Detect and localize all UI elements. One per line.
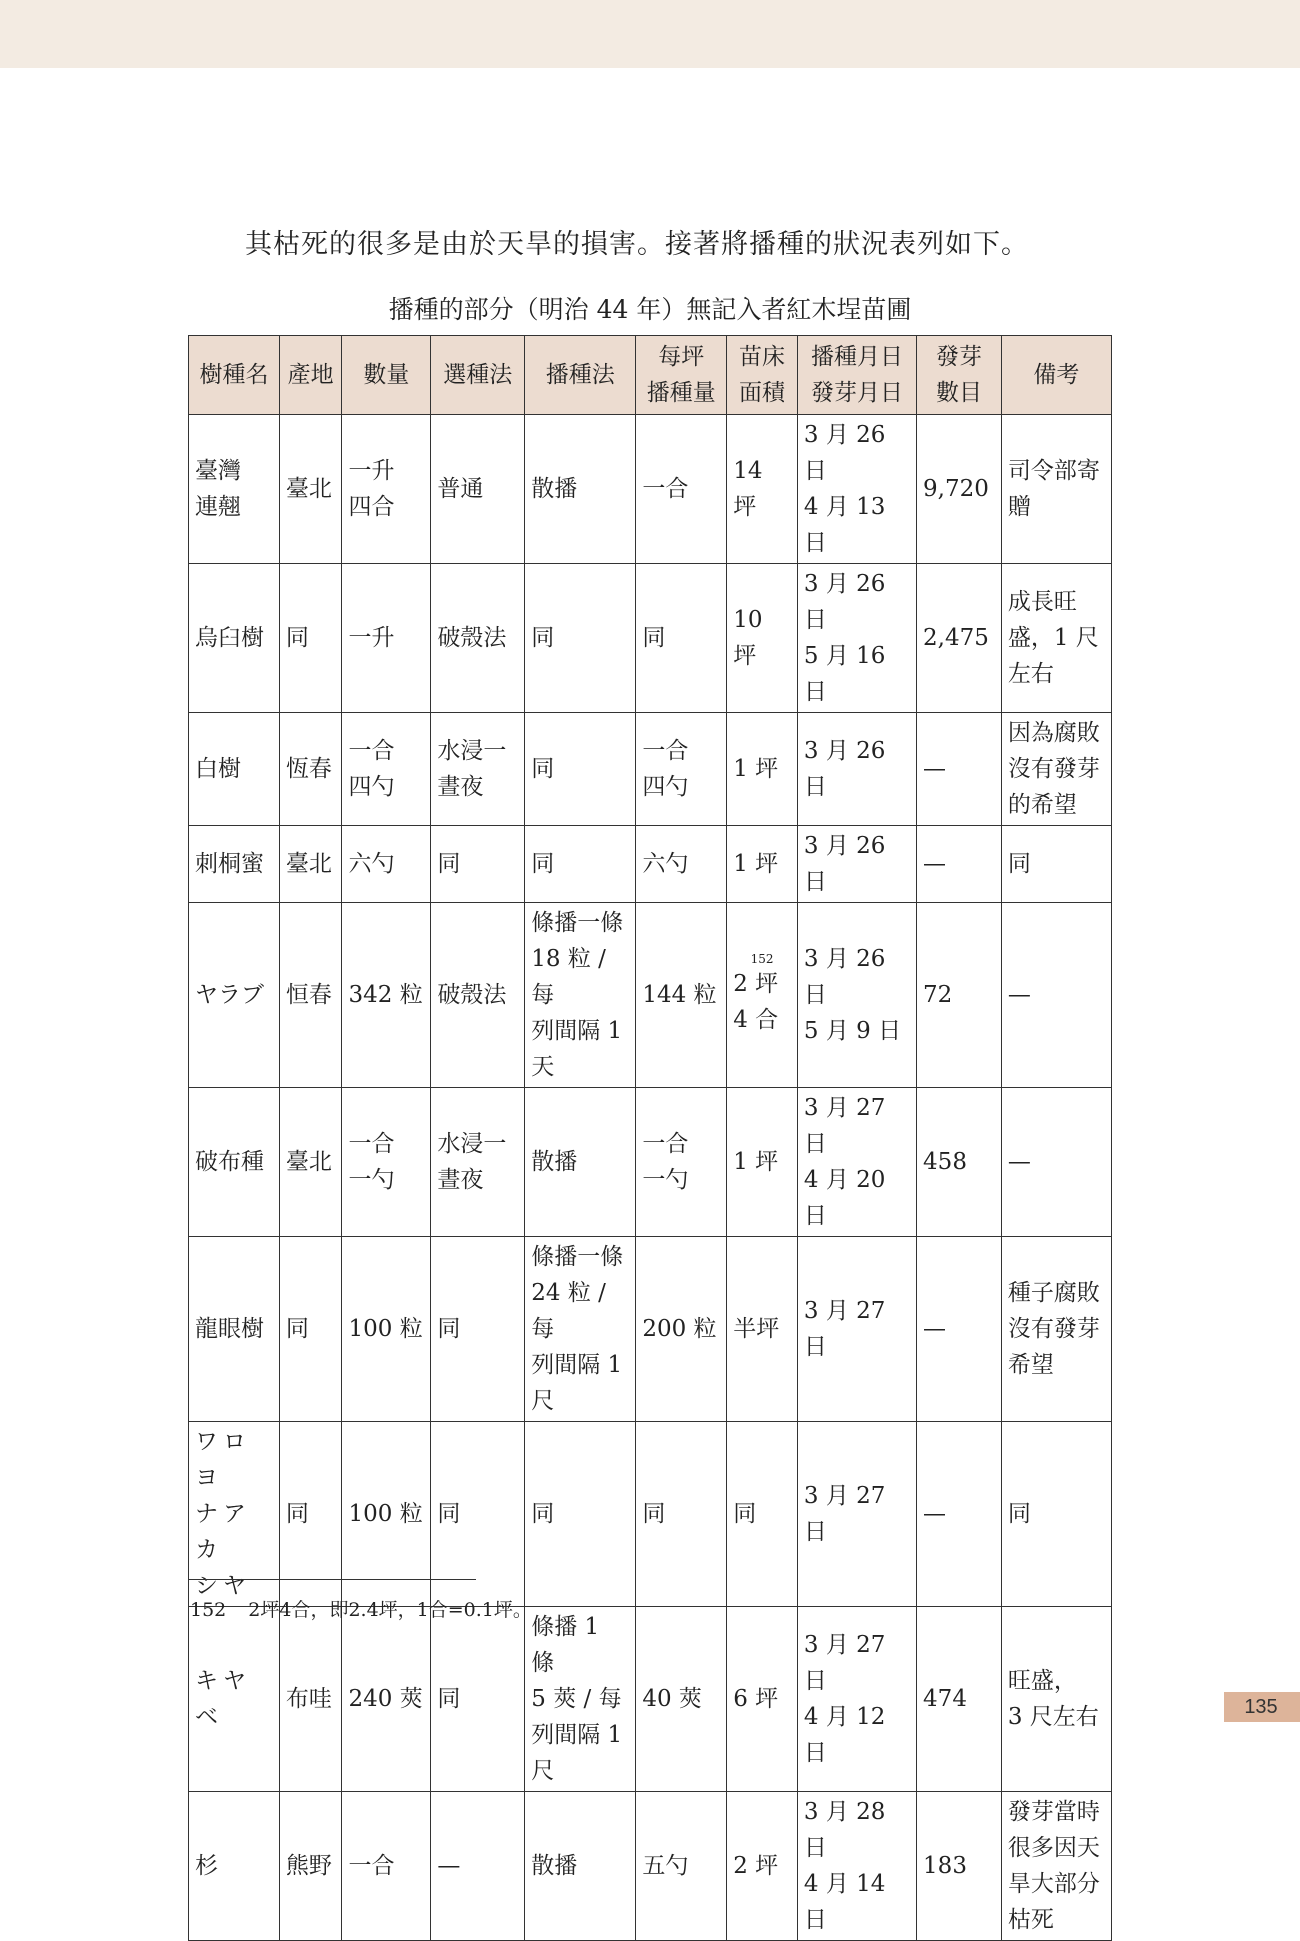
tree-name-line: 烏臼樹 bbox=[195, 625, 264, 651]
table-header-row bbox=[189, 336, 1112, 415]
column-header-line: 播種法 bbox=[545, 362, 615, 388]
germination-count-cell bbox=[917, 1792, 1002, 1941]
bed-area-cell bbox=[727, 1792, 798, 1941]
dates-line: 3 月 26 日 bbox=[803, 738, 886, 800]
bed-area-line: 1 坪 bbox=[733, 851, 779, 877]
table-row bbox=[189, 415, 1112, 564]
quantity-line: 六勺 bbox=[348, 851, 395, 877]
remarks-line: 因為腐敗 bbox=[1007, 720, 1100, 746]
column-header bbox=[636, 336, 727, 415]
footnote-marker: 152 bbox=[750, 952, 774, 966]
quantity-cell bbox=[342, 713, 431, 826]
column-header-line: 樹種名 bbox=[199, 362, 269, 388]
remarks-line: 成長旺 bbox=[1007, 589, 1077, 615]
remarks-line: 左右 bbox=[1007, 661, 1054, 687]
seed-selection-line: 水浸一 bbox=[437, 738, 507, 764]
sowing-method-line: 列間隔 1 bbox=[531, 1722, 623, 1748]
tree-name-line: 連翹 bbox=[195, 494, 241, 520]
table-row bbox=[189, 826, 1112, 903]
origin-value: 同 bbox=[285, 1501, 309, 1527]
quantity-cell bbox=[342, 1792, 431, 1941]
table-row bbox=[189, 1237, 1112, 1422]
bed-area-cell bbox=[727, 826, 798, 903]
tree-name-line: 破布種 bbox=[195, 1149, 264, 1175]
remarks-line: 很多因天 bbox=[1007, 1835, 1100, 1861]
remarks-line: 司令部寄 bbox=[1007, 458, 1100, 484]
bed-area-cell bbox=[727, 1422, 798, 1607]
amount-per-tsubo-cell bbox=[636, 1792, 727, 1941]
sowing-method-cell bbox=[525, 1088, 636, 1237]
germination-count-value: 72 bbox=[923, 982, 953, 1008]
quantity-line: 一合 bbox=[348, 738, 395, 764]
germination-count-value: 183 bbox=[923, 1853, 967, 1879]
remarks-line: 同 bbox=[1007, 851, 1031, 877]
germination-count-value: 9,720 bbox=[923, 476, 989, 502]
amount-per-tsubo-line: 40 莢 bbox=[642, 1686, 702, 1712]
germination-count-cell bbox=[917, 826, 1002, 903]
germination-count-cell bbox=[917, 1607, 1002, 1792]
amount-per-tsubo-line: 五勺 bbox=[642, 1853, 689, 1879]
dates-line: 4 月 13 日 bbox=[803, 494, 886, 556]
germination-count-cell bbox=[917, 564, 1002, 713]
sowing-method-cell bbox=[525, 713, 636, 826]
germination-count-cell bbox=[917, 1422, 1002, 1607]
tree-name-cell bbox=[189, 1607, 280, 1792]
footnote bbox=[190, 1595, 532, 1622]
origin-value: 恒春 bbox=[285, 982, 332, 1008]
table-row bbox=[189, 1088, 1112, 1237]
column-header-line: 播種量 bbox=[646, 380, 716, 406]
quantity-line: 四合 bbox=[348, 494, 395, 520]
quantity-line: 一勺 bbox=[348, 1167, 395, 1193]
sowing-method-cell bbox=[525, 1237, 636, 1422]
header-band bbox=[0, 0, 1300, 68]
origin-cell bbox=[279, 903, 342, 1088]
seed-selection-cell bbox=[431, 564, 525, 713]
germination-count-cell bbox=[917, 903, 1002, 1088]
origin-value: 熊野 bbox=[285, 1853, 332, 1879]
quantity-cell bbox=[342, 1088, 431, 1237]
origin-cell bbox=[279, 826, 342, 903]
germination-count-value: 474 bbox=[923, 1686, 967, 1712]
remarks-cell bbox=[1001, 1792, 1111, 1941]
tree-name-line: ナアカ bbox=[195, 1501, 251, 1563]
dates-cell bbox=[797, 1607, 916, 1792]
seed-selection-line: 同 bbox=[437, 1686, 461, 1712]
sowing-method-line: 同 bbox=[531, 851, 555, 877]
bed-area-line: 6 坪 bbox=[733, 1686, 779, 1712]
tree-name-cell bbox=[189, 564, 280, 713]
sowing-table bbox=[188, 335, 1112, 1941]
seed-selection-line: 晝夜 bbox=[437, 774, 484, 800]
sowing-method-line: 同 bbox=[531, 756, 555, 782]
origin-value: 臺北 bbox=[285, 1149, 332, 1175]
sowing-method-line: 散播 bbox=[531, 476, 578, 502]
tree-name-cell bbox=[189, 903, 280, 1088]
seed-selection-line: 水浸一 bbox=[437, 1131, 507, 1157]
dates-line: 4 月 12 日 bbox=[803, 1704, 886, 1766]
remarks-cell bbox=[1001, 903, 1111, 1088]
quantity-line: 一合 bbox=[348, 1131, 395, 1157]
dates-cell bbox=[797, 1792, 916, 1941]
column-header bbox=[525, 336, 636, 415]
seed-selection-cell bbox=[431, 1607, 525, 1792]
germination-count-value: 2,475 bbox=[923, 625, 989, 651]
sowing-method-line: 24 粒 / 每 bbox=[531, 1280, 606, 1342]
column-header-line: 面積 bbox=[739, 380, 786, 406]
dates-cell bbox=[797, 1088, 916, 1237]
footnote-text: 2坪4合，即2.4坪，1合=0.1坪。 bbox=[248, 1599, 532, 1621]
tree-name-cell bbox=[189, 415, 280, 564]
dates-cell bbox=[797, 1422, 916, 1607]
tree-name-line: 刺桐蜜 bbox=[195, 851, 264, 877]
sowing-method-line: 散播 bbox=[531, 1853, 578, 1879]
germination-count-cell bbox=[917, 415, 1002, 564]
table-row bbox=[189, 903, 1112, 1088]
origin-value: 臺北 bbox=[285, 476, 332, 502]
column-header bbox=[1001, 336, 1111, 415]
seed-selection-cell bbox=[431, 903, 525, 1088]
sowing-method-cell bbox=[525, 415, 636, 564]
column-header-line: 苗床 bbox=[739, 344, 786, 370]
sowing-method-cell bbox=[525, 903, 636, 1088]
tree-name-line: 臺灣 bbox=[195, 458, 241, 484]
remarks-line: 希望 bbox=[1007, 1352, 1054, 1378]
dates-line: 3 月 27 日 bbox=[803, 1632, 886, 1694]
remarks-line: — bbox=[1007, 1149, 1031, 1175]
bed-area-cell bbox=[727, 1088, 798, 1237]
quantity-cell bbox=[342, 903, 431, 1088]
sowing-method-line: 天 bbox=[531, 1054, 555, 1080]
sowing-method-line: 列間隔 1 bbox=[531, 1352, 623, 1378]
bed-area-line: 1 坪 bbox=[733, 756, 779, 782]
dates-line: 3 月 26 日 bbox=[803, 946, 886, 1008]
dates-cell bbox=[797, 903, 916, 1088]
tree-name-line: シヤ bbox=[195, 1573, 251, 1599]
amount-per-tsubo-line: 六勺 bbox=[642, 851, 689, 877]
column-header bbox=[797, 336, 916, 415]
table-row bbox=[189, 564, 1112, 713]
seed-selection-cell bbox=[431, 713, 525, 826]
dates-cell bbox=[797, 564, 916, 713]
dates-line: 3 月 27 日 bbox=[803, 1095, 886, 1157]
remarks-line: 旺盛， bbox=[1007, 1668, 1077, 1694]
sowing-method-cell bbox=[525, 1792, 636, 1941]
remarks-cell bbox=[1001, 1088, 1111, 1237]
amount-per-tsubo-line: 一合 bbox=[642, 476, 689, 502]
remarks-cell bbox=[1001, 415, 1111, 564]
tree-name-line: ワロヨ bbox=[195, 1429, 251, 1491]
remarks-cell bbox=[1001, 713, 1111, 826]
dates-cell bbox=[797, 1237, 916, 1422]
seed-selection-line: — bbox=[437, 1853, 461, 1879]
column-header bbox=[189, 336, 280, 415]
column-header-line: 發芽 bbox=[935, 344, 982, 370]
sowing-method-line: 尺 bbox=[531, 1388, 555, 1414]
germination-count-cell bbox=[917, 1088, 1002, 1237]
tree-name-cell bbox=[189, 713, 280, 826]
seed-selection-line: 同 bbox=[437, 851, 461, 877]
origin-cell bbox=[279, 713, 342, 826]
bed-area-cell bbox=[727, 415, 798, 564]
amount-per-tsubo-cell bbox=[636, 903, 727, 1088]
dates-line: 4 月 14 日 bbox=[803, 1871, 886, 1933]
sowing-method-cell bbox=[525, 1422, 636, 1607]
remarks-line: 沒有發芽 bbox=[1007, 756, 1100, 782]
remarks-cell bbox=[1001, 1237, 1111, 1422]
column-header-line: 選種法 bbox=[443, 362, 513, 388]
origin-value: 布哇 bbox=[285, 1686, 332, 1712]
bed-area-line: 1 坪 bbox=[733, 1149, 779, 1175]
sowing-method-cell bbox=[525, 564, 636, 713]
amount-per-tsubo-cell bbox=[636, 826, 727, 903]
tree-name-line: 白樹 bbox=[195, 756, 241, 782]
intro-paragraph: 其枯死的很多是由於天旱的損害。接著將播種的狀況表列如下。 bbox=[245, 229, 1029, 260]
dates-cell bbox=[797, 415, 916, 564]
sowing-method-line: 散播 bbox=[531, 1149, 578, 1175]
sowing-method-line: 條播一條 bbox=[531, 1244, 624, 1270]
quantity-cell bbox=[342, 415, 431, 564]
bed-area-line: 2 坪 bbox=[733, 971, 779, 997]
table-row bbox=[189, 713, 1112, 826]
sowing-method-line: 18 粒 / 每 bbox=[531, 946, 606, 1008]
sowing-method-line: 列間隔 1 bbox=[531, 1018, 623, 1044]
origin-cell bbox=[279, 1088, 342, 1237]
column-header bbox=[279, 336, 342, 415]
remarks-line: 枯死 bbox=[1007, 1907, 1054, 1933]
remarks-line: — bbox=[1007, 982, 1031, 1008]
sowing-method-line: 尺 bbox=[531, 1758, 555, 1784]
bed-area-line: 10 坪 bbox=[733, 607, 763, 669]
seed-selection-cell bbox=[431, 1237, 525, 1422]
sowing-method-cell bbox=[525, 1607, 636, 1792]
sowing-method-line: 同 bbox=[531, 1501, 555, 1527]
quantity-line: 100 粒 bbox=[348, 1501, 423, 1527]
bed-area-cell bbox=[727, 903, 798, 1088]
dates-line: 3 月 27 日 bbox=[803, 1483, 886, 1545]
seed-selection-cell bbox=[431, 1088, 525, 1237]
amount-per-tsubo-cell bbox=[636, 713, 727, 826]
column-header bbox=[917, 336, 1002, 415]
sowing-method-line: 同 bbox=[531, 625, 555, 651]
quantity-line: 一升 bbox=[348, 458, 395, 484]
column-header-line: 數目 bbox=[935, 380, 982, 406]
bed-area-line: 4 合 bbox=[733, 1007, 779, 1033]
quantity-cell bbox=[342, 564, 431, 713]
amount-per-tsubo-cell bbox=[636, 1422, 727, 1607]
tree-name-line: キヤベ bbox=[195, 1668, 251, 1730]
tree-name-line: 龍眼樹 bbox=[195, 1316, 264, 1342]
dates-line: 3 月 28 日 bbox=[803, 1799, 886, 1861]
column-header-line: 產地 bbox=[287, 362, 334, 388]
bed-area-cell bbox=[727, 1607, 798, 1792]
origin-cell bbox=[279, 564, 342, 713]
remarks-line: 旱大部分 bbox=[1007, 1871, 1100, 1897]
dates-line: 4 月 20 日 bbox=[803, 1167, 886, 1229]
quantity-line: 240 莢 bbox=[348, 1686, 423, 1712]
tree-name-cell bbox=[189, 826, 280, 903]
quantity-line: 342 粒 bbox=[348, 982, 423, 1008]
remarks-cell bbox=[1001, 564, 1111, 713]
origin-value: 同 bbox=[285, 1316, 309, 1342]
seed-selection-cell bbox=[431, 826, 525, 903]
germination-count-value: — bbox=[923, 1501, 947, 1527]
column-header-line: 播種月日 bbox=[810, 344, 903, 370]
quantity-cell bbox=[342, 826, 431, 903]
remarks-line: 的希望 bbox=[1007, 792, 1077, 818]
quantity-cell bbox=[342, 1607, 431, 1792]
amount-per-tsubo-cell bbox=[636, 1607, 727, 1792]
dates-line: 3 月 26 日 bbox=[803, 422, 886, 484]
amount-per-tsubo-line: 一合 bbox=[642, 1131, 689, 1157]
footnote-rule bbox=[188, 1579, 476, 1580]
origin-value: 同 bbox=[285, 625, 309, 651]
tree-name-cell bbox=[189, 1237, 280, 1422]
sowing-method-line: 條播一條 bbox=[531, 910, 624, 936]
sowing-method-line: 5 莢 / 每 bbox=[531, 1686, 622, 1712]
germination-count-value: — bbox=[923, 1316, 947, 1342]
seed-selection-line: 破殼法 bbox=[437, 982, 507, 1008]
remarks-line: 同 bbox=[1007, 1501, 1031, 1527]
bed-area-line: 14 坪 bbox=[733, 458, 763, 520]
page-number: 135 bbox=[1244, 1696, 1278, 1718]
bed-area-cell bbox=[727, 1237, 798, 1422]
column-header-line: 備考 bbox=[1033, 362, 1080, 388]
table-row bbox=[189, 1607, 1112, 1792]
dates-line: 5 月 9 日 bbox=[803, 1018, 902, 1044]
dates-cell bbox=[797, 826, 916, 903]
column-header bbox=[727, 336, 798, 415]
column-header-line: 每坪 bbox=[658, 344, 705, 370]
amount-per-tsubo-line: 一勺 bbox=[642, 1167, 689, 1193]
remarks-cell bbox=[1001, 1607, 1111, 1792]
tree-name-cell bbox=[189, 1088, 280, 1237]
table-caption: 播種的部分（明治 44 年）無記入者紅木埕苗圃 bbox=[388, 295, 912, 324]
quantity-line: 一升 bbox=[348, 625, 395, 651]
bed-area-cell bbox=[727, 564, 798, 713]
germination-count-cell bbox=[917, 1237, 1002, 1422]
origin-value: 恆春 bbox=[285, 756, 332, 782]
remarks-cell bbox=[1001, 1422, 1111, 1607]
quantity-cell bbox=[342, 1237, 431, 1422]
germination-count-cell bbox=[917, 713, 1002, 826]
germination-count-value: — bbox=[923, 756, 947, 782]
origin-cell bbox=[279, 1607, 342, 1792]
remarks-line: 贈 bbox=[1007, 494, 1031, 520]
dates-line: 3 月 27 日 bbox=[803, 1298, 886, 1360]
remarks-line: 3 尺左右 bbox=[1007, 1704, 1099, 1730]
amount-per-tsubo-line: 同 bbox=[642, 625, 666, 651]
amount-per-tsubo-line: 200 粒 bbox=[642, 1316, 717, 1342]
remarks-line: 種子腐敗 bbox=[1007, 1280, 1100, 1306]
origin-cell bbox=[279, 1237, 342, 1422]
dates-line: 3 月 26 日 bbox=[803, 571, 886, 633]
seed-selection-line: 晝夜 bbox=[437, 1167, 484, 1193]
bed-area-cell bbox=[727, 713, 798, 826]
remarks-line: 沒有發芽 bbox=[1007, 1316, 1100, 1342]
remarks-line: 發芽當時 bbox=[1007, 1799, 1100, 1825]
amount-per-tsubo-cell bbox=[636, 564, 727, 713]
amount-per-tsubo-cell bbox=[636, 1088, 727, 1237]
sowing-method-cell bbox=[525, 826, 636, 903]
seed-selection-line: 普通 bbox=[437, 476, 484, 502]
quantity-line: 四勺 bbox=[348, 774, 395, 800]
dates-line: 3 月 26 日 bbox=[803, 833, 886, 895]
tree-name-line: 杉 bbox=[195, 1853, 218, 1879]
dates-line: 5 月 16 日 bbox=[803, 643, 886, 705]
amount-per-tsubo-line: 一合 bbox=[642, 738, 689, 764]
remarks-cell bbox=[1001, 826, 1111, 903]
column-header bbox=[342, 336, 431, 415]
seed-selection-line: 破殼法 bbox=[437, 625, 507, 651]
origin-value: 臺北 bbox=[285, 851, 332, 877]
amount-per-tsubo-cell bbox=[636, 415, 727, 564]
bed-area-line: 2 坪 bbox=[733, 1853, 779, 1879]
bed-area-line: 半坪 bbox=[733, 1316, 780, 1342]
table-row bbox=[189, 1792, 1112, 1941]
tree-name-line: ヤラブ bbox=[195, 982, 264, 1008]
tree-name-cell bbox=[189, 1792, 280, 1941]
seed-selection-line: 同 bbox=[437, 1316, 461, 1342]
germination-count-value: 458 bbox=[923, 1149, 967, 1175]
seed-selection-line: 同 bbox=[437, 1501, 461, 1527]
quantity-line: 一合 bbox=[348, 1853, 395, 1879]
seed-selection-cell bbox=[431, 1792, 525, 1941]
quantity-line: 100 粒 bbox=[348, 1316, 423, 1342]
origin-cell bbox=[279, 415, 342, 564]
seed-selection-cell bbox=[431, 415, 525, 564]
dates-cell bbox=[797, 713, 916, 826]
column-header bbox=[431, 336, 525, 415]
amount-per-tsubo-line: 144 粒 bbox=[642, 982, 717, 1008]
amount-per-tsubo-line: 同 bbox=[642, 1501, 666, 1527]
amount-per-tsubo-line: 四勺 bbox=[642, 774, 689, 800]
amount-per-tsubo-cell bbox=[636, 1237, 727, 1422]
germination-count-value: — bbox=[923, 851, 947, 877]
origin-cell bbox=[279, 1792, 342, 1941]
column-header-line: 發芽月日 bbox=[810, 380, 903, 406]
footnote-number: 152 bbox=[190, 1599, 227, 1621]
sowing-method-line: 條播 1 條 bbox=[531, 1614, 600, 1676]
bed-area-line: 同 bbox=[733, 1501, 757, 1527]
column-header-line: 數量 bbox=[363, 362, 410, 388]
remarks-line: 盛，1 尺 bbox=[1007, 625, 1099, 651]
